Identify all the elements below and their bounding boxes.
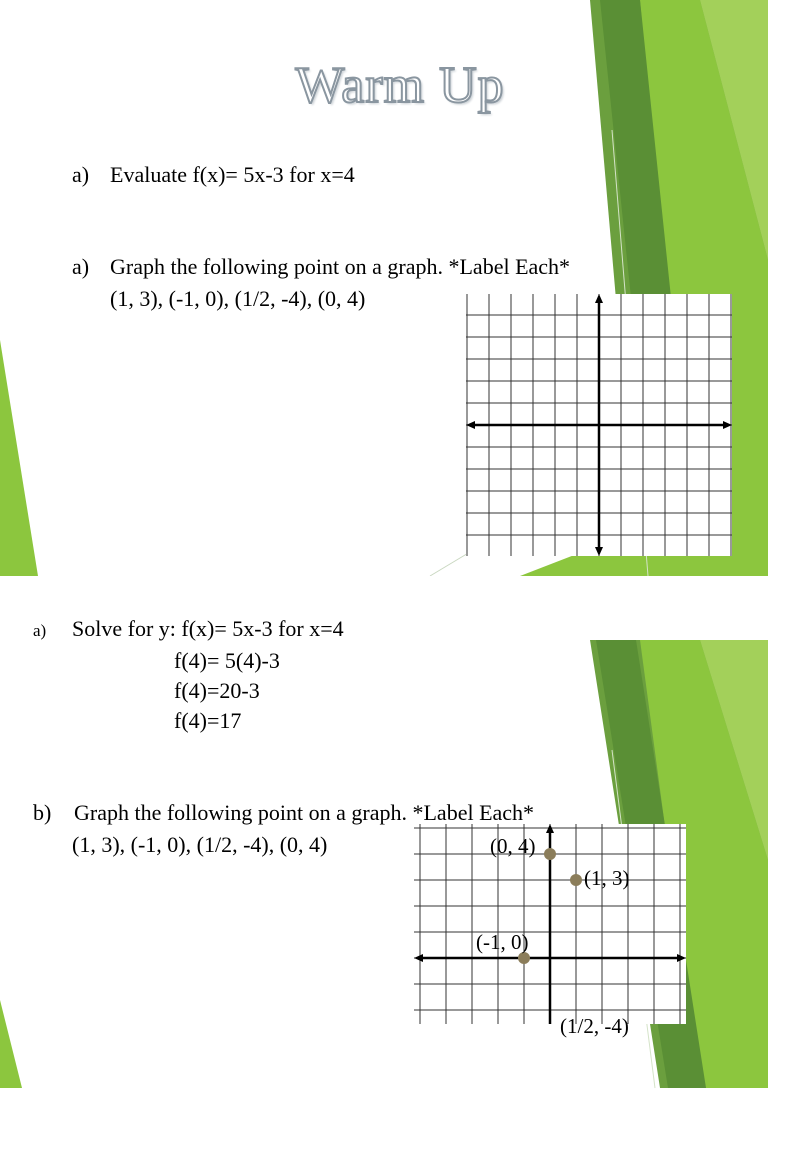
slide-solution (0, 576, 768, 1038)
label-point-0-4: (0, 4) (490, 834, 536, 858)
q2-text: Graph the following point on a graph. *Label Each* (110, 254, 571, 279)
q1-marker: a) (72, 162, 90, 187)
coordinate-grid-answer (414, 824, 686, 1024)
part-a-marker: a) (33, 621, 47, 640)
slide-warm-up (0, 0, 768, 576)
step-2: f(4)=20-3 (174, 678, 260, 703)
part-a-text: Solve for y: f(x)= 5x-3 for x=4 (72, 616, 344, 641)
label-point-1-3: (1, 3) (584, 866, 630, 890)
q2-marker: a) (72, 254, 90, 279)
arrow-down (595, 547, 603, 556)
part-b-marker: b) (33, 800, 52, 825)
part-b-points: (1, 3), (-1, 0), (1/2, -4), (0, 4) (72, 832, 328, 857)
point-1-3 (570, 874, 582, 886)
q1-text: Evaluate f(x)= 5x-3 for x=4 (110, 162, 355, 187)
step-1: f(4)= 5(4)-3 (174, 648, 280, 673)
arrow-right (677, 954, 686, 962)
arrow-left (414, 954, 423, 962)
label-point-half-neg4: (1/2, -4) (560, 1014, 629, 1038)
q2-points: (1, 3), (-1, 0), (1/2, -4), (0, 4) (110, 286, 366, 311)
step-3: f(4)=17 (174, 708, 242, 733)
point-0-4 (544, 848, 556, 860)
label-point-neg1-0: (-1, 0) (476, 930, 529, 954)
arrow-up (595, 294, 603, 303)
coordinate-grid (466, 294, 732, 556)
page-title: Warm Up (295, 57, 505, 114)
part-b-text: Graph the following point on a graph. *Label Each* (74, 800, 535, 825)
